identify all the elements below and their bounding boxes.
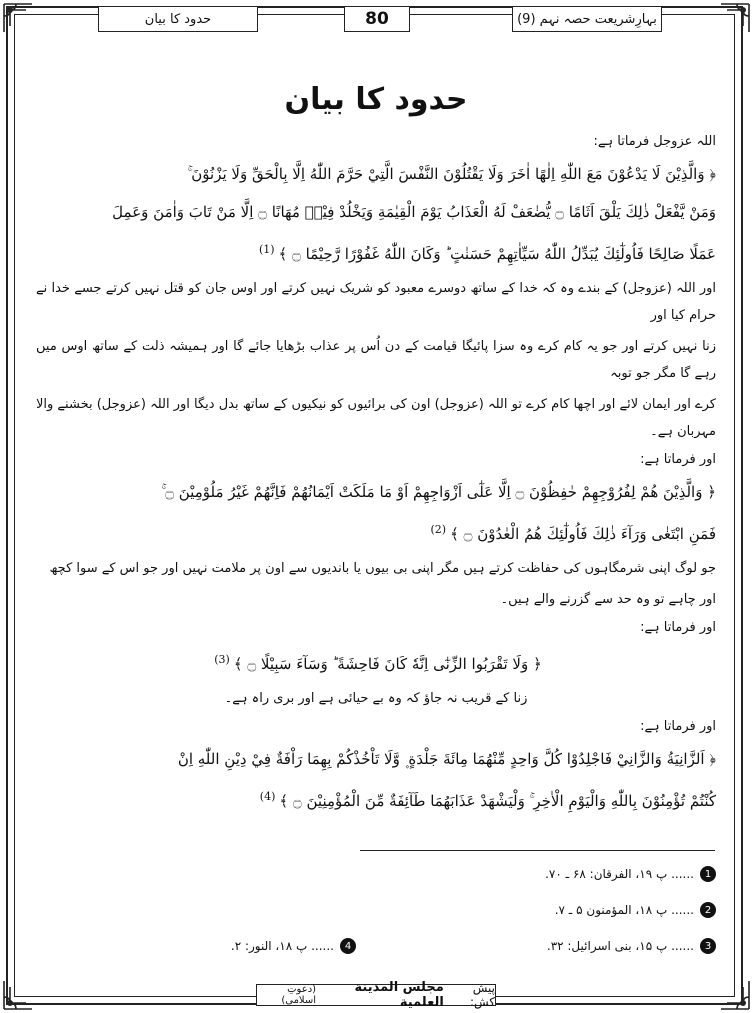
paragraph-line: کرے اور ایمان لائے اور اچھا کام کرے تو اللہ (عزوجل) اون کی برائیوں کو نیکیوں کے ساتھ بدل دیگا اور اللہ (عزوجل) بخشنے والا مہربان ہے۔ <box>36 397 716 439</box>
translation-paragraph-3: زنا کے قریب نہ جاؤ کہ وہ بے حیائی ہے اور بری راہ ہے۔ <box>224 691 528 706</box>
intro-text: اور فرماتا ہے: <box>640 452 716 467</box>
footnote-item <box>231 938 356 954</box>
ayah-line: ﴿ وَالَّذِيْنَ هُمْ لِفُرُوْجِهِمْ حٰفِظُوْنَ ۝ اِلَّا عَلٰٓى اَزْوَاجِهِمْ اَوْ مَا مَلَكَتْ اَيْمَانُهُمْ فَاِنَّهُمْ غَيْرُ مَلُوْمِيْنَ ۝ ۚ <box>161 483 716 501</box>
paragraph-line: اور چاہے تو وہ حد سے گزرنے والے ہیں۔ <box>500 592 716 607</box>
ayah-block-4 <box>36 742 716 818</box>
ayah-line: ﴿ وَلَا تَقْرَبُوا الزِّنٰٓى اِنَّهٗ كَانَ فَاحِشَةً ؕ وَسَآءَ سَبِيْلًا ۝ ﴾ <box>233 655 542 673</box>
translation-paragraph-1 <box>36 275 716 445</box>
footnote-number: 2 <box>700 902 716 918</box>
footnote-ref: (2) <box>430 523 447 536</box>
paragraph-line: اور اللہ (عزوجل) کے بندے وہ کہ خدا کے ساتھ دوسرے معبود کو شریک نہیں کرتے اور اوس جان کو قتل نہیں کرتے جسے خدا نے حرام کیا اور <box>36 281 716 323</box>
footer-suffix: (دعوتِ اسلامی) <box>281 984 317 1006</box>
header-chapter: حدود کا بیان <box>98 6 258 32</box>
ayah-line: ﴿ وَالَّذِيْنَ لَا يَدْعُوْنَ مَعَ اللّٰهِ اِلٰهًا اٰخَرَ وَلَا يَقْتُلُوْنَ النَّفْسَ الَّتِيْ حَرَّمَ اللّٰهُ اِلَّا بِالْحَقِّ وَلَا يَزْنُوْنَ ۚ <box>187 165 716 183</box>
intro-text: اور فرماتا ہے: <box>640 620 716 635</box>
translation-paragraph-2 <box>36 555 716 613</box>
footnote-ref: (1) <box>258 243 275 256</box>
header-book-title: بہارِشریعت حصہ نہم (9) <box>512 6 662 32</box>
intro-text: اور فرماتا ہے: <box>640 719 716 734</box>
footnote-text: ...... پ ۱۹، الفرقان: ۶۸ ـ ۷۰. <box>545 867 694 881</box>
corner-ornament-icon <box>2 2 36 36</box>
footnote-item <box>555 902 716 918</box>
page-content <box>36 82 716 822</box>
footnote-text: ...... پ ۱۸، المؤمنون ۵ ـ ۷. <box>554 903 694 917</box>
page-title: حدود کا بیان <box>284 82 468 117</box>
footnote-item <box>545 866 716 882</box>
footnote-number: 4 <box>340 938 356 954</box>
ayah-line: كُنْتُمْ تُؤْمِنُوْنَ بِاللّٰهِ وَالْيَوْمِ الْاٰخِرِ ۚ وَلْيَشْهَدْ عَذَابَهُمَا طَآئِفَةٌ مِّنَ الْمُؤْمِنِيْنَ ۝ ﴾ <box>279 792 716 810</box>
ayah-line: ﴿ اَلزَّانِيَةُ وَالزَّانِيْ فَاجْلِدُوْا كُلَّ وَاحِدٍ مِّنْهُمَا مِائَةَ جَلْدَةٍ ۪ وَّلَا تَاْخُذْكُمْ بِهِمَا رَاْفَةٌ فِيْ دِيْنِ اللّٰهِ اِنْ <box>177 750 716 768</box>
footnote-ref: (4) <box>259 790 276 803</box>
ayah-line: عَمَلًا صَالِحًا فَاُولٰٓئِكَ يُبَدِّلُ اللّٰهُ سَيِّاٰتِهِمْ حَسَنٰتٍ ؕ وَكَانَ اللّٰهُ غَفُوْرًا رَّحِيْمًا ۝ ﴾ <box>278 245 716 263</box>
ayah-block-1 <box>36 157 716 271</box>
footer-org: مجلس المدینة العلمیة <box>354 980 444 1010</box>
footnote-divider <box>360 850 715 851</box>
corner-ornament-icon <box>717 977 751 1011</box>
footnote-number: 1 <box>700 866 716 882</box>
ayah-line: وَمَنْ يَّفْعَلْ ذٰلِكَ يَلْقَ اَثَامًا ۝ يُّضٰعَفْ لَهُ الْعَذَابُ يَوْمَ الْقِيٰمَةِ وَيَخْلُدْ فِيْهٖ مُهَانًا ۝ اِلَّا مَنْ تَابَ وَاٰمَنَ وَعَمِلَ <box>112 203 716 221</box>
paragraph-line: جو لوگ اپنی شرمگاہوں کی حفاظت کرتے ہیں مگر اپنی بی بیوں یا باندیوں سے اون پر ملامت نہیں اور جو اس کے سوا کچھ <box>49 561 716 576</box>
ayah-block-2 <box>36 475 716 551</box>
ayah-line: فَمَنِ ابْتَغٰى وَرَآءَ ذٰلِكَ فَاُولٰٓئِكَ هُمُ الْعٰدُوْنَ ۝ ﴾ <box>450 525 716 543</box>
footer-prefix: پیش کش: <box>469 981 495 1009</box>
footnote-text: ...... پ ۱۸، النور: ۲. <box>230 939 334 953</box>
footnote-ref: (3) <box>214 653 230 666</box>
corner-ornament-icon <box>717 2 751 36</box>
paragraph-line: زنا نہیں کرتے اور جو یہ کام کرے وہ سزا پائیگا قیامت کے دن اُس پر عذاب بڑھایا جائے گا اور ہمیشہ ذلت کے ساتھ اوس میں رہے گا مگر جو توبہ <box>36 339 716 381</box>
ayah-block-3 <box>36 643 716 681</box>
page-number: 80 <box>344 6 410 32</box>
footnote-item <box>547 938 716 954</box>
intro-text: اللہ عزوجل فرماتا ہے: <box>593 134 716 149</box>
footnote-text: ...... پ ۱۵، بنی اسرائیل: ۳۲. <box>546 939 694 953</box>
corner-ornament-icon <box>2 977 36 1011</box>
publisher-footer <box>256 980 496 1010</box>
footnote-number: 3 <box>700 938 716 954</box>
